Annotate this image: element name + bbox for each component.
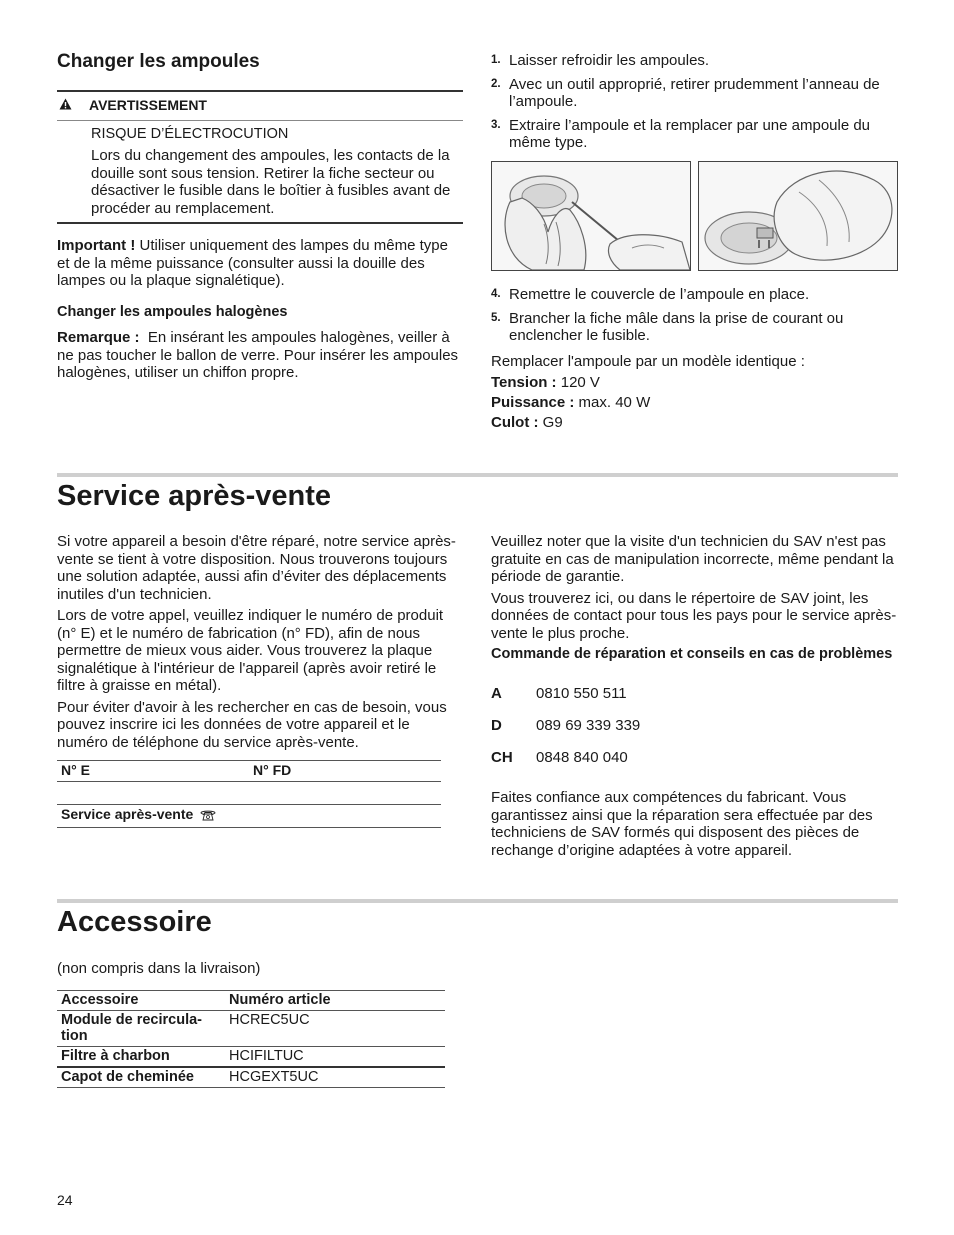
important-text: Utiliser uniquement des lampes du même type et de la même puissance (consulter aussi la douille des lampes ou la plaque signalétique). xyxy=(57,237,448,289)
form-label-service xyxy=(61,806,216,826)
service-paragraph: Veuillez noter que la visite d'un technicien du SAV n'est pas gratuite en cas de manipulation incorrecte, même pendant la période de garantie. xyxy=(491,533,894,585)
phone-number: 089 69 339 339 xyxy=(536,717,641,734)
section-title-lamps: Changer les ampoules xyxy=(57,51,260,72)
step-item xyxy=(491,117,898,152)
spec-label: Puissance : xyxy=(491,394,575,411)
warning-label: AVERTISSEMENT xyxy=(89,97,207,113)
form-line-service-top xyxy=(57,804,441,805)
step-number: 4. xyxy=(491,288,501,300)
steps-list-first xyxy=(491,52,898,158)
service-paragraph: Pour éviter d'avoir à les rechercher en cas de besoin, vous pouvez inscrire ici les données de votre appareil et le numéro de téléphone du service après-vente. xyxy=(57,698,447,751)
service-left-column xyxy=(57,533,460,755)
step-number: 2. xyxy=(491,77,501,90)
spec-voltage xyxy=(491,374,650,394)
illustration-extract-bulb xyxy=(698,161,898,271)
spec-list xyxy=(491,374,650,434)
accessory-article: HCIFILTUC xyxy=(225,1047,445,1068)
remark-label: Remarque : xyxy=(57,329,140,346)
phone-number: 0810 550 511 xyxy=(536,685,627,702)
replace-intro: Remplacer l'ampoule par un modèle identique : xyxy=(491,353,805,370)
page-number: 24 xyxy=(57,1192,73,1208)
warning-box xyxy=(57,90,463,224)
spec-power xyxy=(491,394,650,414)
important-note xyxy=(57,237,463,290)
warning-risk: RISQUE D’ÉLECTROCUTION xyxy=(91,126,289,142)
table-header-row xyxy=(57,991,445,1011)
accessory-article: HCGEXT5UC xyxy=(225,1067,445,1088)
section-title-accessories: Accessoire xyxy=(57,906,212,938)
spec-value: G9 xyxy=(542,414,563,431)
halogen-subtitle: Changer les ampoules halogènes xyxy=(57,304,288,320)
section-divider xyxy=(57,473,898,477)
important-label: Important ! xyxy=(57,237,136,254)
table-row xyxy=(57,1047,445,1068)
accessory-article: HCREC5UC xyxy=(225,1011,445,1047)
service-label-text: Service après-vente xyxy=(61,806,194,822)
accessories-table xyxy=(57,990,445,1088)
step-text: Extraire l’ampoule et la remplacer par une ampoule du même type. xyxy=(509,116,871,151)
country-code: D xyxy=(491,717,502,734)
steps-list-second xyxy=(491,286,898,351)
remark-note xyxy=(57,329,463,382)
accessory-name: Module de recircula-tion xyxy=(57,1011,225,1047)
accessories-note: (non compris dans la livraison) xyxy=(57,960,261,977)
warning-heading xyxy=(57,97,207,115)
warning-triangle-icon xyxy=(59,97,75,115)
warning-text: Lors du changement des ampoules, les contacts de la douille sont sous tension. Retirer la fiche secteur ou désactiver le fusible dans le boîtier à fusibles avant de procéder au remplacement. xyxy=(91,147,451,217)
step-number: 3. xyxy=(491,118,501,131)
step-number: 1. xyxy=(491,54,501,66)
repair-heading: Commande de réparation et conseils en cas de problèmes xyxy=(491,646,893,662)
spec-base xyxy=(491,414,650,434)
trust-paragraph: Faites confiance aux compétences du fabricant. Vous garantissez ainsi que la réparation sera effectuée par des techniciens de SAV formés qui disposent des pièces de rechange d’origine adaptées à votre appareil. xyxy=(491,789,873,859)
step-item xyxy=(491,52,898,70)
service-paragraph: Lors de votre appel, veuillez indiquer le numéro de produit (n° E) et le numéro de fabrication (n° FD), afin de nous permettre de mieux vous aider. Vous trouverez la plaque signalétique à l'intérieur de l'appareil (après avoir retiré le filtre à graisse en métal). xyxy=(57,607,444,694)
section-divider xyxy=(57,899,898,903)
remark-text: En insérant les ampoules halogènes, veiller à ne pas toucher le ballon de verre. Pour insérer les ampoules halogènes, utiliser un chiffon propre. xyxy=(57,329,459,381)
telephone-icon xyxy=(200,808,216,826)
spec-label: Culot : xyxy=(491,414,539,431)
step-text: Laisser refroidir les ampoules. xyxy=(509,52,710,69)
step-text: Brancher la fiche mâle dans la prise de courant ou enclencher le fusible. xyxy=(509,309,844,344)
table-header: Numéro article xyxy=(225,991,445,1011)
service-right-column xyxy=(491,533,898,667)
step-text: Avec un outil approprié, retirer prudemment l’anneau de l’ampoule. xyxy=(509,75,880,110)
form-line-top xyxy=(57,760,441,761)
step-number: 5. xyxy=(491,311,501,324)
spec-value: 120 V xyxy=(560,374,600,391)
accessory-name: Capot de cheminée xyxy=(57,1067,225,1088)
service-paragraph: Si votre appareil a besoin d'être réparé, notre service après-vente se tient à votre disposition. Nous trouverons toujours une solution adaptée, aussi afin d’éviter des déplacements inutiles d'un technicien. xyxy=(57,533,456,603)
service-paragraph: Vous trouverez ici, ou dans le répertoire de SAV joint, les données de contact pour tous les pays pour le service après-vente le plus proche. xyxy=(491,589,897,642)
illustration-remove-ring xyxy=(491,161,691,271)
spec-label: Tension : xyxy=(491,374,557,391)
table-row xyxy=(57,1011,445,1047)
form-line-e xyxy=(57,781,441,782)
step-item xyxy=(491,76,898,111)
section-title-service: Service après-vente xyxy=(57,480,332,512)
step-item xyxy=(491,286,898,304)
step-item xyxy=(491,310,898,345)
step-text: Remettre le couvercle de l’ampoule en place. xyxy=(509,286,810,303)
accessory-name: Filtre à charbon xyxy=(57,1047,225,1068)
form-label-e: N° E xyxy=(61,762,90,778)
form-line-bottom xyxy=(57,827,441,828)
country-code: CH xyxy=(491,749,513,766)
form-label-fd: N° FD xyxy=(253,762,292,778)
phone-number: 0848 840 040 xyxy=(536,749,628,766)
spec-value: max. 40 W xyxy=(578,394,651,411)
warning-divider xyxy=(57,120,463,121)
table-row xyxy=(57,1067,445,1088)
table-header: Accessoire xyxy=(57,991,225,1011)
country-code: A xyxy=(491,685,502,702)
